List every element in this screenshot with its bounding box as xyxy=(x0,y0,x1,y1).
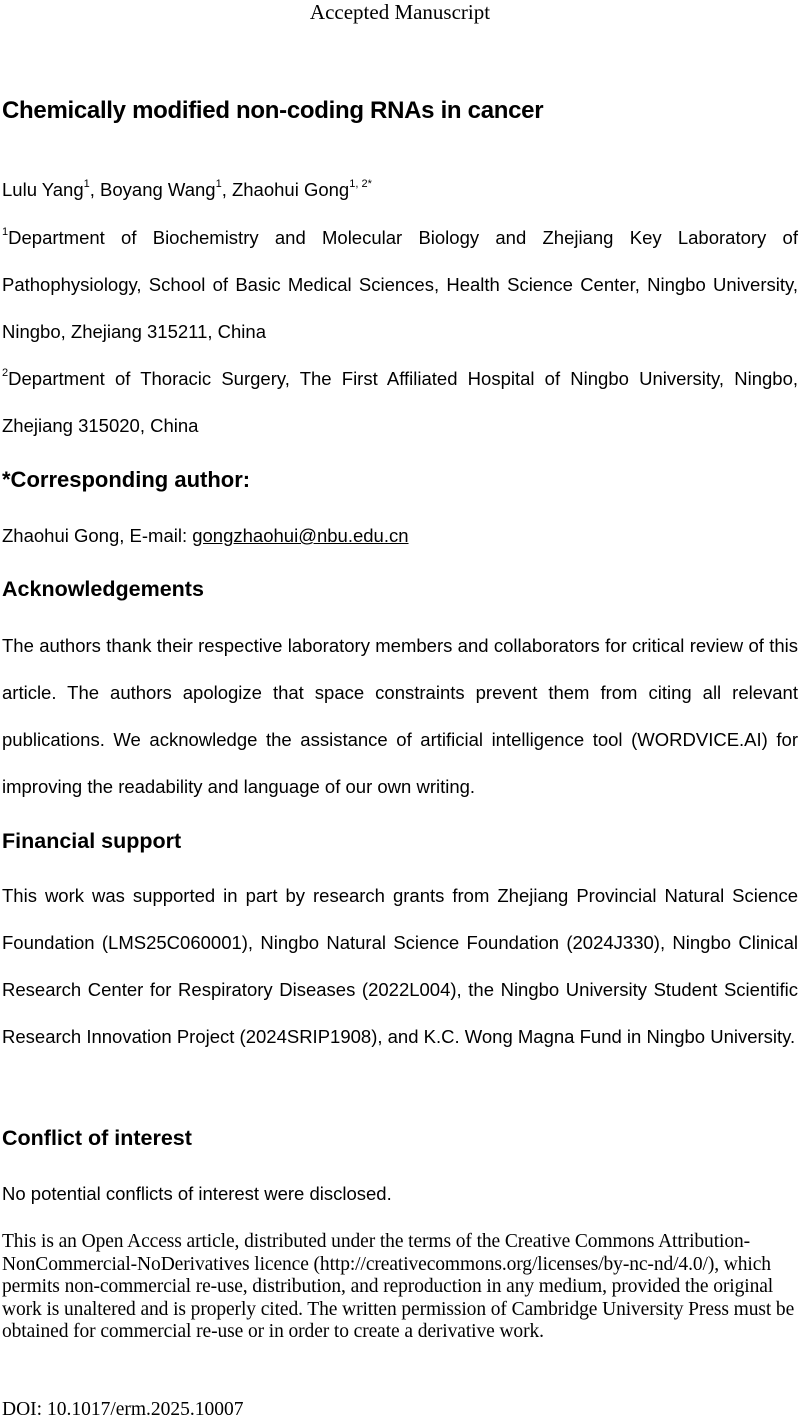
corresponding-author-line xyxy=(2,512,798,559)
affiliation-marker: 2 xyxy=(2,366,9,379)
conflict-of-interest-heading: Conflict of interest xyxy=(2,1126,192,1150)
author-name: Boyang Wang xyxy=(100,179,216,200)
running-header: Accepted Manuscript xyxy=(309,0,491,24)
affiliation-marker: 1 xyxy=(2,225,9,238)
affiliation-text: Department of Biochemistry and Molecular Biology and Zhejiang Key Laboratory of Pathophysiology, School of Basic Medical Sciences, Health Science Center, Ningbo University, Ningbo, Zhejiang 315211, China xyxy=(2,227,798,342)
corresponding-author-heading: *Corresponding author: xyxy=(2,467,251,492)
doi-footer: DOI: 10.1017/erm.2025.10007 xyxy=(2,1399,244,1420)
author-affiliation-marker: 1 xyxy=(83,177,90,190)
conflict-of-interest-text: No potential conflicts of interest were disclosed. xyxy=(2,1183,392,1204)
author-name: Zhaohui Gong xyxy=(231,179,350,200)
email-link[interactable]: gongzhaohui@nbu.edu.cn xyxy=(192,525,409,546)
financial-support-text: This work was supported in part by research grants from Zhejiang Provincial Natural Science Foundation (LMS25C060001), Ningbo Natural Science Foundation (2024J330), Ningbo Clinical Research Center for Respiratory Diseases (2022L004), the Ningbo University Student Scientific Research Innovation Project (2024SRIP1908), and K.C. Wong Magna Fund in Ningbo University. xyxy=(2,885,798,1047)
author-list xyxy=(2,168,798,212)
acknowledgements-heading: Acknowledgements xyxy=(2,577,204,601)
author-affiliation-marker: 1, 2* xyxy=(349,177,372,190)
affiliation-text: Department of Thoracic Surgery, The First Affiliated Hospital of Ningbo University, Ningbo, Zhejiang 315020, China xyxy=(2,368,798,436)
corresponding-author-prefix: Zhaohui Gong, E-mail: xyxy=(2,525,193,546)
author-affiliation-marker: 1 xyxy=(215,177,222,190)
affiliation-2 xyxy=(2,355,798,449)
acknowledgements-text: The authors thank their respective laboratory members and collaborators for critical review of this article. The authors apologize that space constraints prevent them from citing all relevant publications. We acknowledge the assistance of artificial intelligence tool (WORDVICE.AI) for improving the readability and language of our own writing. xyxy=(2,635,798,797)
financial-support-heading: Financial support xyxy=(2,829,182,853)
author-separator: , xyxy=(89,179,101,200)
author-separator: , xyxy=(221,179,232,200)
license-notice: This is an Open Access article, distributed under the terms of the Creative Commons Attribution-NonCommercial-NoDerivatives licence (http://creativecommons.org/licenses/by-nc-nd/4.0/), which permits non-commercial re-use, distribution, and reproduction in any medium, provided the original work is unaltered and is properly cited. The written permission of Cambridge University Press must be obtained for commercial re-use or in order to create a derivative work. xyxy=(2,1231,795,1342)
author-name: Lulu Yang xyxy=(2,179,84,200)
affiliation-1 xyxy=(2,214,798,355)
article-title: Chemically modified non-coding RNAs in cancer xyxy=(2,97,544,124)
